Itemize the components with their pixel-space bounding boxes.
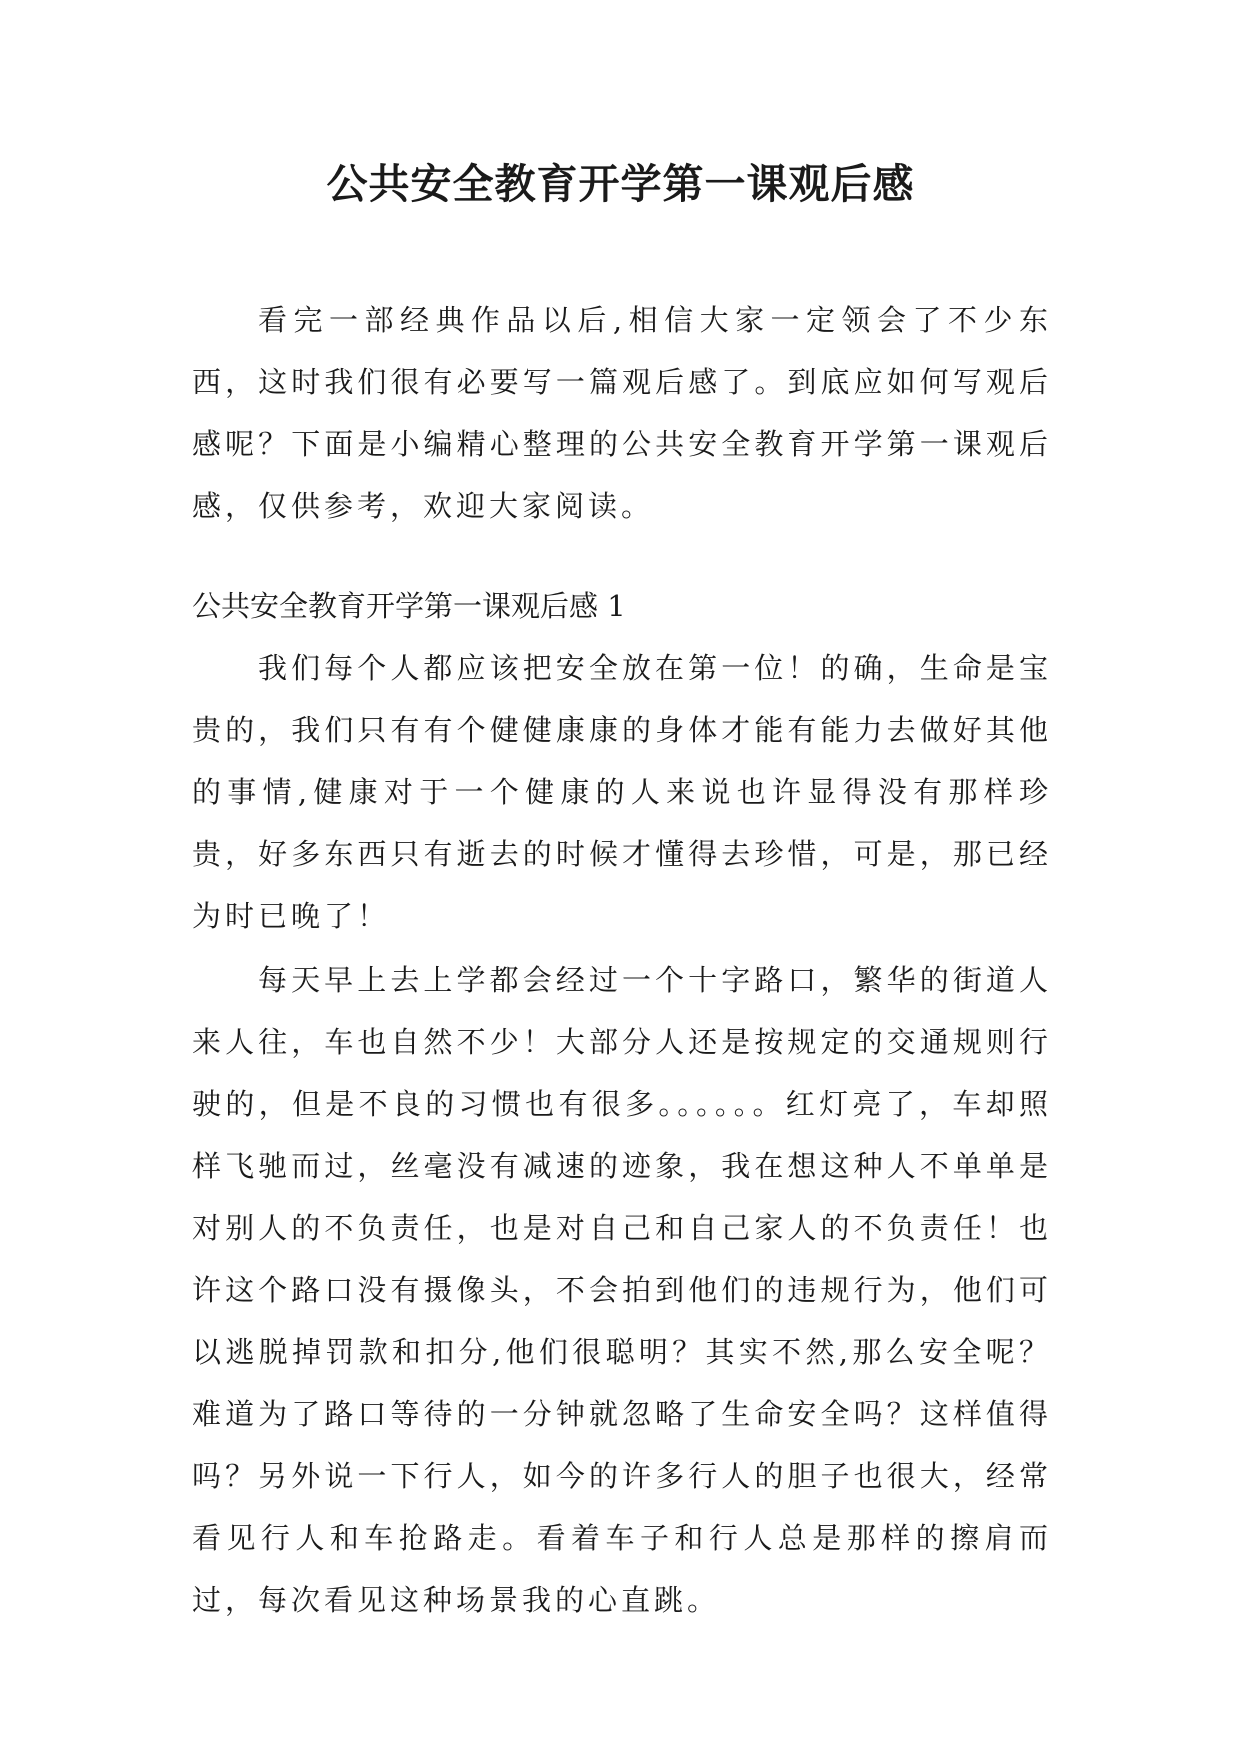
- document-title: 公共安全教育开学第一课观后感: [326, 160, 915, 208]
- intro-paragraph: 看完一部经典作品以后,相信大家一定领会了不少东西，这时我们很有必要写一篇观后感了。到底应如何写观后感呢？下面是小编精心整理的公共安全教育开学第一课观后感，仅供参考，欢迎大家阅读。: [192, 303, 1052, 523]
- section-heading: 公共安全教育开学第一课观后感 1: [192, 589, 626, 623]
- body-paragraph: 每天早上去上学都会经过一个十字路口，繁华的街道人来人往，车也自然不少！大部分人还是按规定的交通规则行驶的，但是不良的习惯也有很多。。。。。。红灯亮了，车却照样飞驰而过，丝毫没有减速的迹象，我在想这种人不单单是对别人的不负责任，也是对自己和自己家人的不负责任！也许这个路口没有摄像头，不会拍到他们的违规行为，他们可以逃脱掉罚款和扣分,他们很聪明？其实不然,那么安全呢？难道为了路口等待的一分钟就忽略了生命安全吗？这样值得吗？另外说一下行人，如今的许多行人的胆子也很大，经常看见行人和车抢路走。看着车子和行人总是那样的擦肩而过，每次看见这种场景我的心直跳。: [192, 963, 1052, 1617]
- body-paragraph: 我们每个人都应该把安全放在第一位！的确，生命是宝贵的，我们只有有个健健康康的身体才能有能力去做好其他的事情,健康对于一个健康的人来说也许显得没有那样珍贵，好多东西只有逝去的时候才懂得去珍惜，可是，那已经为时已晚了！: [192, 651, 1052, 933]
